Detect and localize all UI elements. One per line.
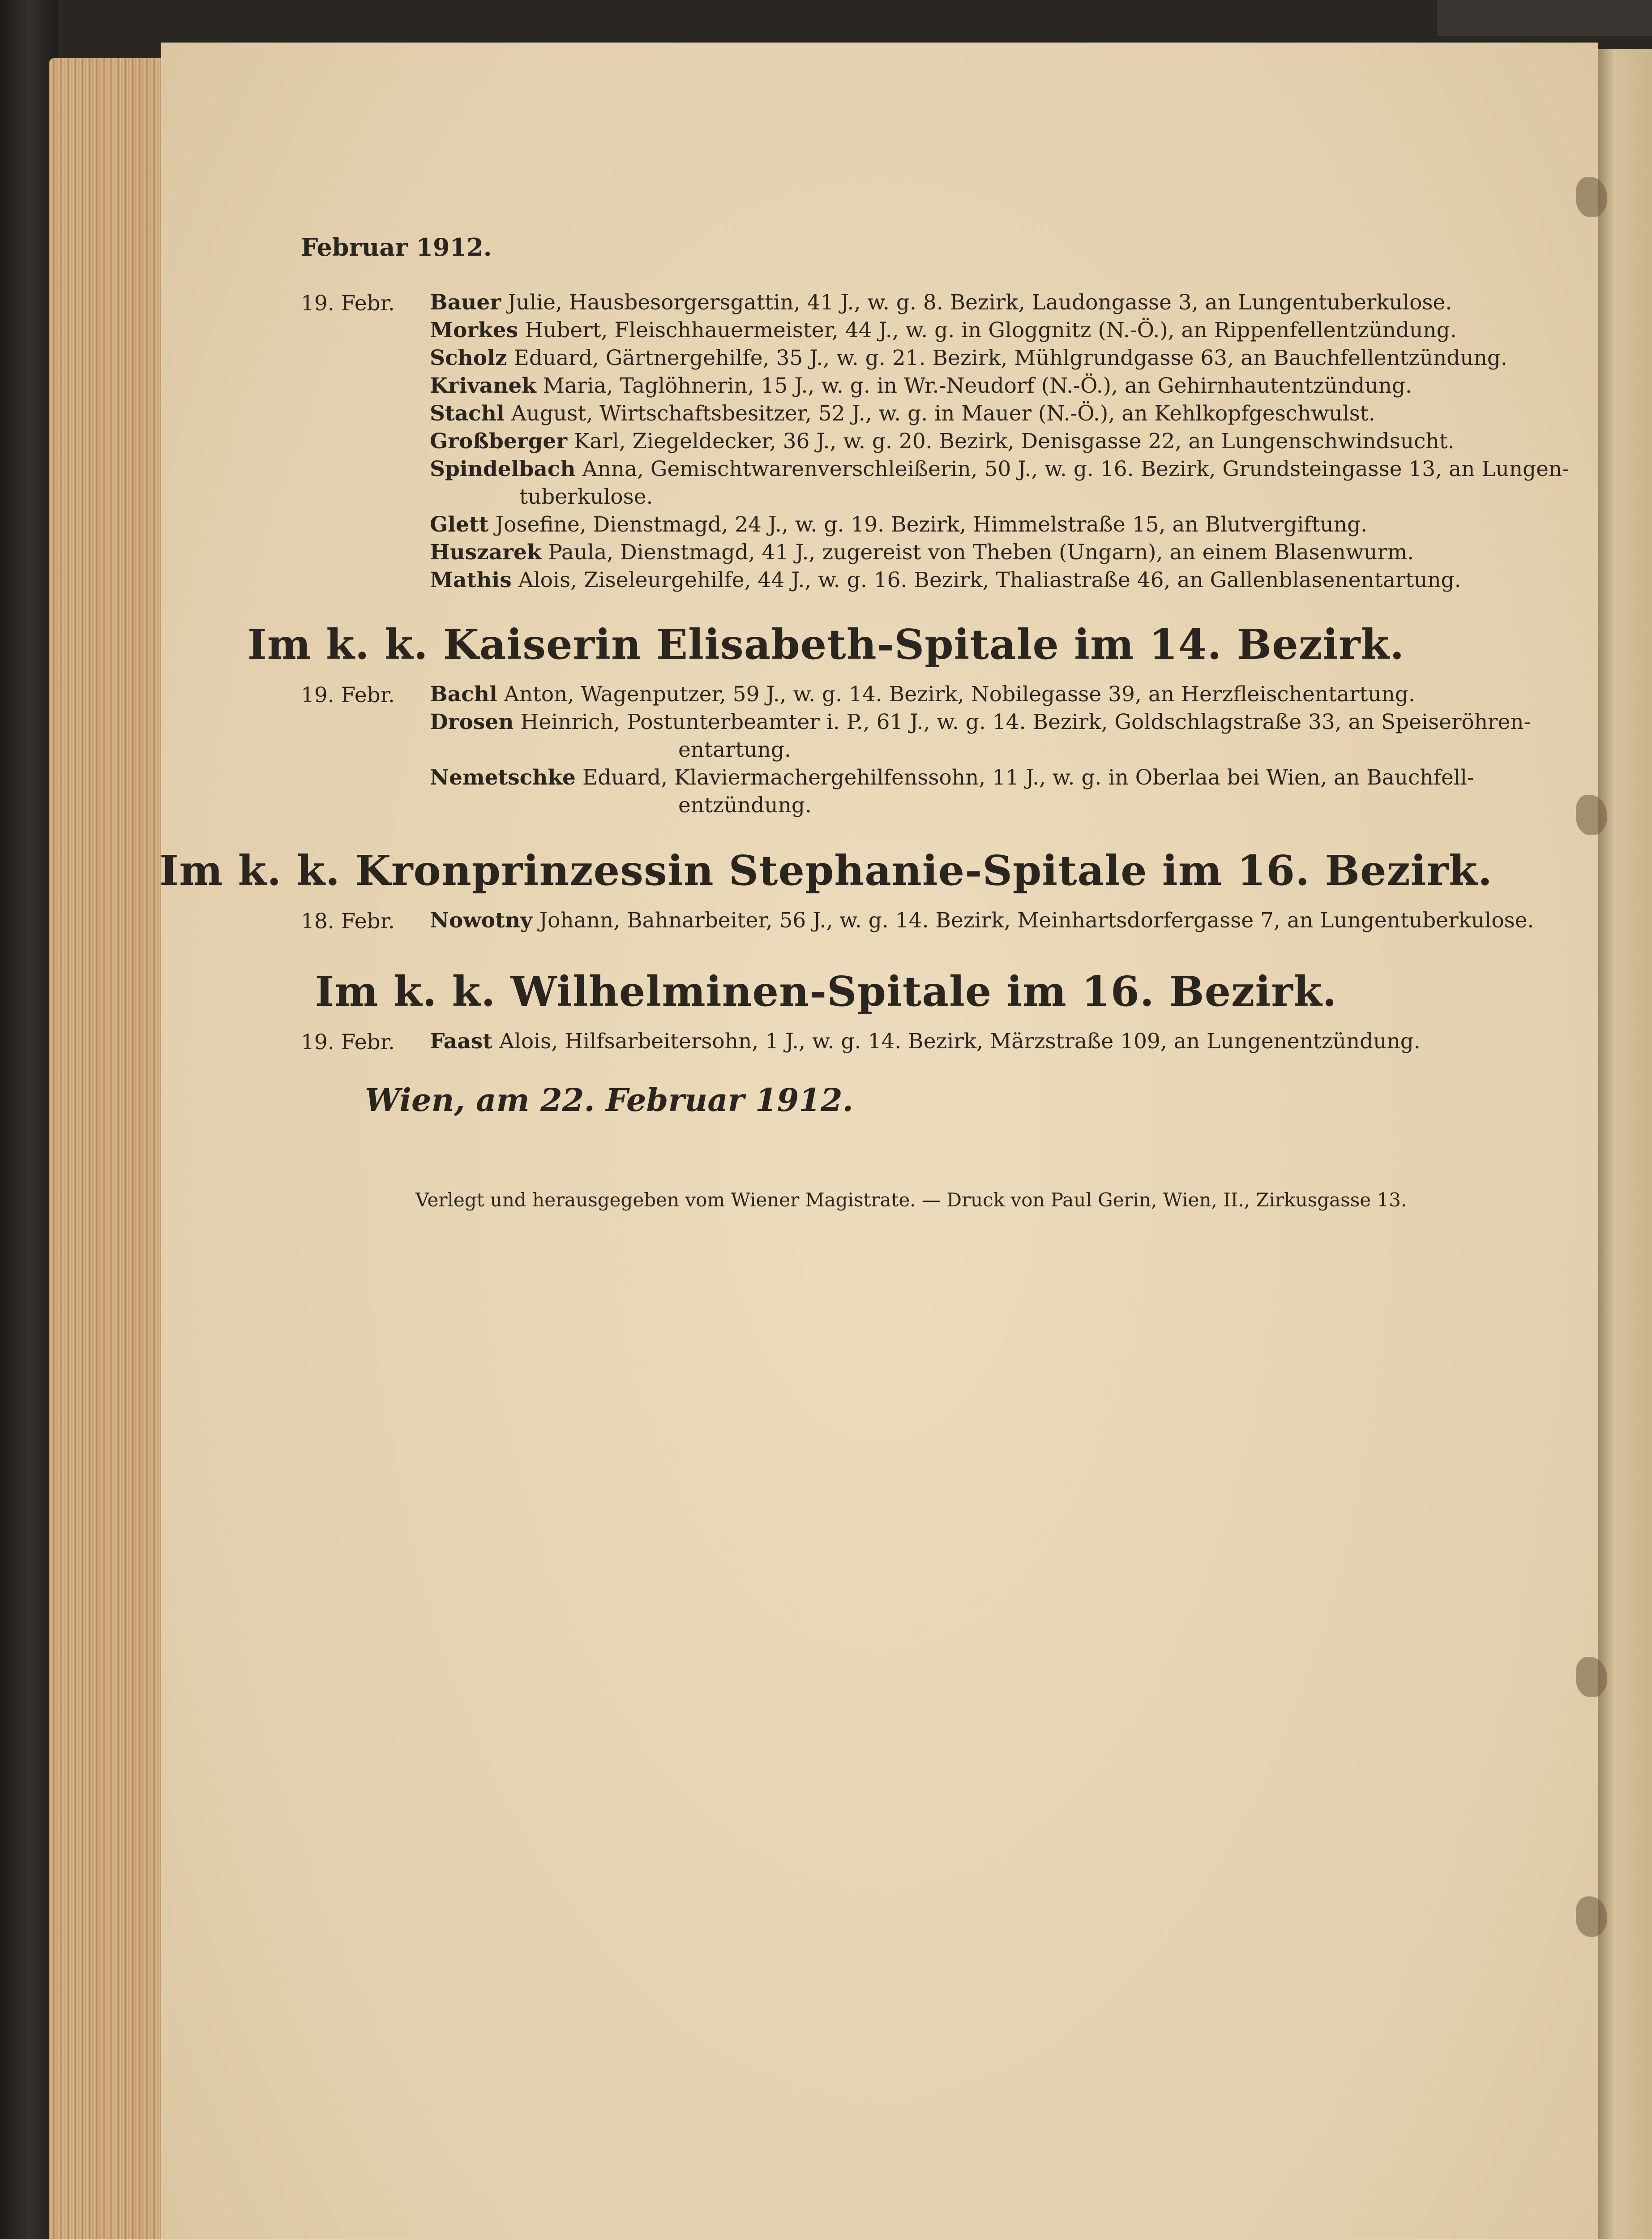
entry-name: Drosen	[430, 710, 514, 734]
entry-name: Bachl	[430, 682, 497, 707]
entry-date: 19. Febr.	[301, 683, 395, 708]
list-item	[430, 400, 1375, 428]
list-item	[430, 566, 1461, 594]
list-item	[430, 1028, 1421, 1055]
list-item	[430, 511, 1367, 539]
entry-name: Bauer	[430, 290, 501, 315]
entry-name: Stachl	[430, 401, 505, 426]
list-item	[430, 539, 1414, 566]
entry-text: Julie, Hausbesorgersgattin, 41 J., w. g. 8. Bezirk, Laudongasse 3, an Lungentuberkulose.	[507, 290, 1452, 315]
entry-text: Alois, Hilfsarbeitersohn, 1 J., w. g. 14. Bezirk, Märzstraße 109, an Lungenentzündung.	[499, 1029, 1421, 1054]
list-item	[430, 764, 1474, 792]
entry-name: Spindelbach	[430, 457, 576, 481]
list-item	[430, 708, 1531, 736]
section-heading: Im k. k. Kronprinzessin Stephanie-Spitale im 16. Bezirk.	[159, 846, 1493, 895]
entry-text: Maria, Taglöhnerin, 15 J., w. g. in Wr.-Neudorf (N.-Ö.), an Gehirnhautentzündung.	[543, 373, 1412, 398]
entry-text: Alois, Ziseleurgehilfe, 44 J., w. g. 16. Bezirk, Thaliastraße 46, an Gallenblasenentartung.	[518, 568, 1461, 592]
list-item	[430, 907, 1534, 935]
entry-name: Huszarek	[430, 540, 542, 565]
list-item	[430, 681, 1415, 708]
entry-date: 19. Febr.	[301, 291, 395, 316]
entry-text: Eduard, Klaviermachergehilfenssohn, 11 J., w. g. in Oberlaa bei Wien, an Bauchfell-	[582, 765, 1474, 790]
list-item	[430, 372, 1412, 400]
entry-name: Morkes	[430, 318, 518, 343]
date-signature: Wien, am 22. Februar 1912.	[365, 1081, 854, 1119]
entry-name: Mathis	[430, 568, 512, 592]
entry-name: Nowotny	[430, 908, 533, 933]
entry-name: Nemetschke	[430, 765, 576, 790]
publisher-imprint: Verlegt und herausgegeben vom Wiener Magistrate. — Druck von Paul Gerin, Wien, II., Zirkusgasse 13.	[415, 1189, 1407, 1211]
entry-text: Paula, Dienstmagd, 41 J., zugereist von Theben (Ungarn), an einem Blasenwurm.	[548, 540, 1414, 565]
list-item	[430, 289, 1452, 317]
entry-continuation: tuberkulose.	[519, 485, 653, 509]
list-item	[430, 428, 1455, 455]
entry-text: Anna, Gemischtwarenverschleißerin, 50 J., w. g. 16. Bezirk, Grundsteingasse 13, an Lungen-	[582, 457, 1570, 481]
list-item	[430, 317, 1457, 344]
entry-text: Hubert, Fleischhauermeister, 44 J., w. g. in Gloggnitz (N.-Ö.), an Rippenfellentzündung.	[525, 318, 1457, 343]
list-item	[430, 455, 1569, 483]
page-title: Februar 1912.	[301, 233, 492, 262]
entry-text: Karl, Ziegeldecker, 36 J., w. g. 20. Bezirk, Denisgasse 22, an Lungenschwindsucht.	[573, 429, 1455, 454]
entry-text: Anton, Wagenputzer, 59 J., w. g. 14. Bezirk, Nobilegasse 39, an Herzfleischentartung.	[504, 682, 1415, 707]
section-heading: Im k. k. Kaiserin Elisabeth-Spitale im 14. Bezirk.	[247, 620, 1405, 669]
entry-name: Faast	[430, 1029, 492, 1054]
entry-text: Josefine, Dienstmagd, 24 J., w. g. 19. Bezirk, Himmelstraße 15, an Blutvergiftung.	[495, 512, 1368, 537]
entry-name: Scholz	[430, 346, 507, 370]
entry-continuation: entzündung.	[678, 793, 812, 818]
section-heading: Im k. k. Wilhelminen-Spitale im 16. Bezirk.	[315, 967, 1337, 1016]
entry-text: August, Wirtschaftsbesitzer, 52 J., w. g. in Mauer (N.-Ö.), an Kehlkopfgeschwulst.	[511, 401, 1375, 426]
entry-text: Eduard, Gärtnergehilfe, 35 J., w. g. 21. Bezirk, Mühlgrundgasse 63, an Bauchfellentzündung.	[514, 346, 1507, 370]
list-item	[430, 344, 1507, 372]
entry-date: 19. Febr.	[301, 1030, 395, 1055]
entry-name: Glett	[430, 512, 489, 537]
entry-continuation: entartung.	[678, 738, 791, 762]
entry-name: Krivanek	[430, 373, 536, 398]
entry-date: 18. Febr.	[301, 909, 395, 934]
entry-name: Großberger	[430, 429, 568, 454]
entry-text: Heinrich, Postunterbeamter i. P., 61 J., w. g. 14. Bezirk, Goldschlagstraße 33, an Speiseröhren-	[520, 710, 1531, 734]
entry-text: Johann, Bahnarbeiter, 56 J., w. g. 14. Bezirk, Meinhartsdorfergasse 7, an Lungentuberkulose.	[539, 908, 1534, 933]
